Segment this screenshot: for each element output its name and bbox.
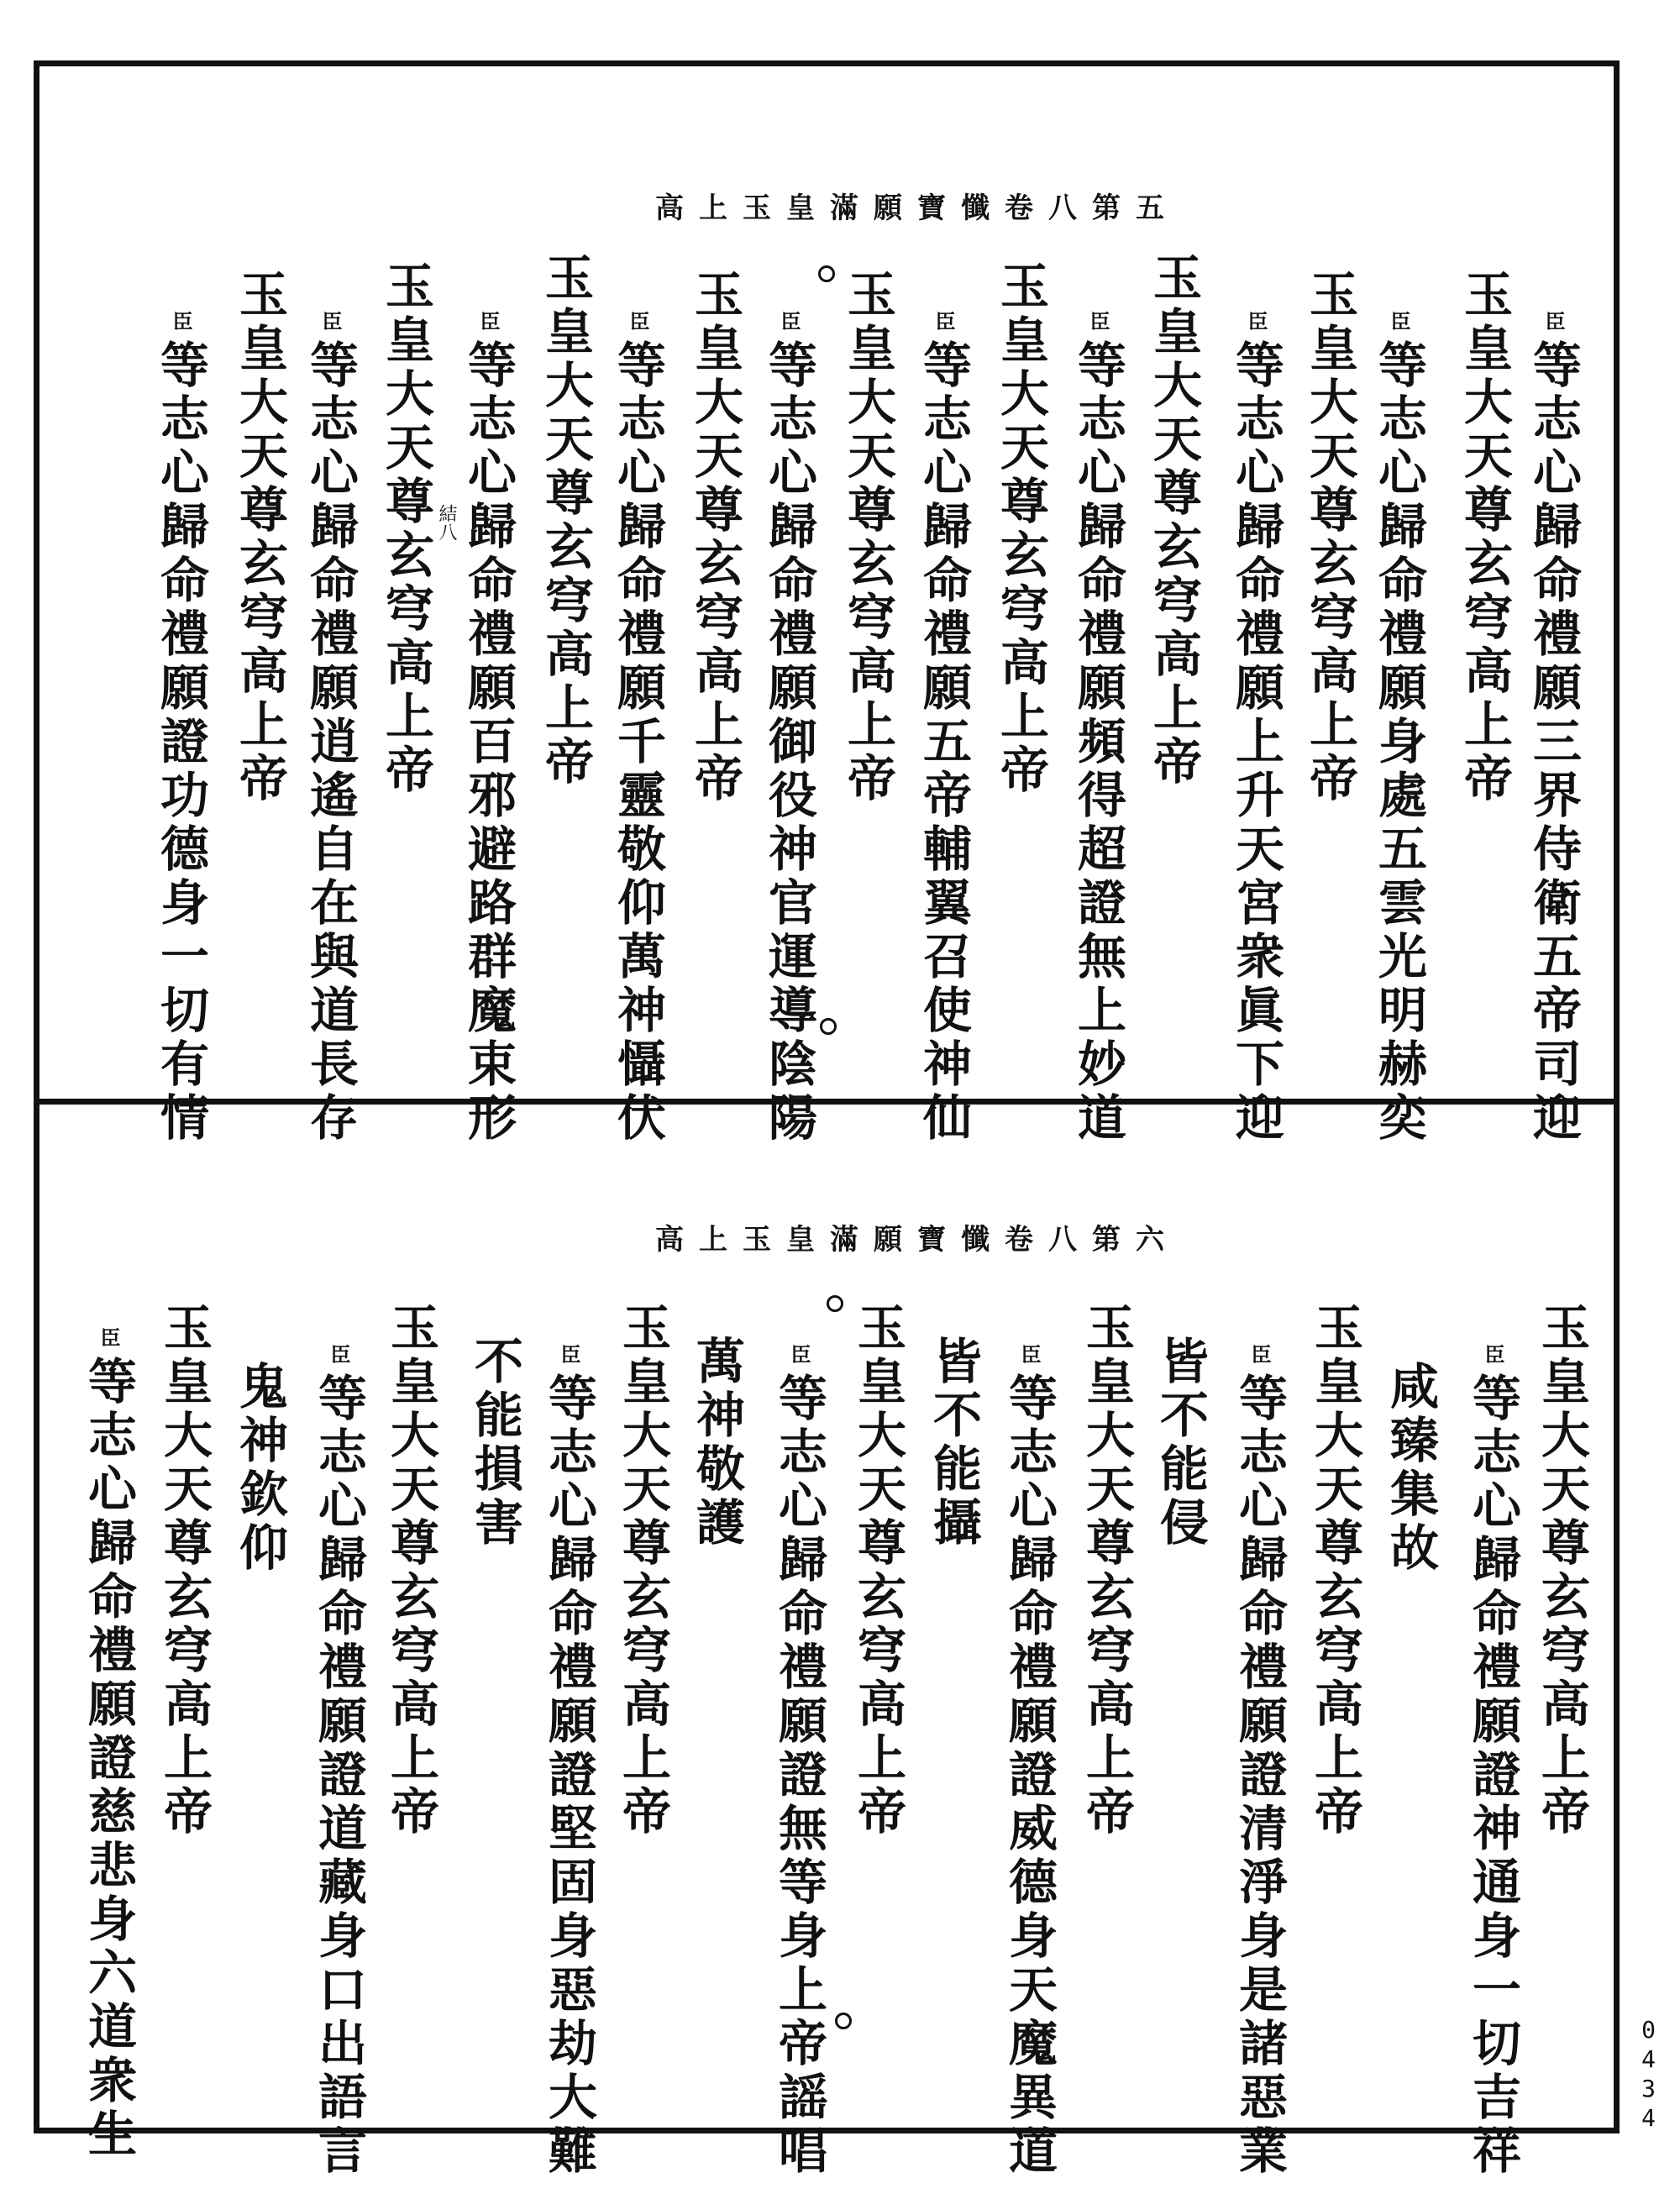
bottom-column-1 [1533, 1294, 1590, 1839]
bottom-column-2 [1464, 1344, 1521, 2179]
top-page-header: 高上玉皇滿願寶懺卷八第五 [655, 192, 1179, 225]
top-column-15 [459, 311, 517, 1146]
column-text: 玉皇大天尊玄穹高上帝 [1306, 1302, 1363, 1839]
chen-mark: 臣 [97, 1327, 121, 1347]
chen-mark: 臣 [327, 1344, 351, 1364]
bottom-column-13 [614, 1294, 671, 1839]
bottom-column-20 [80, 1327, 137, 2162]
top-column-19 [152, 311, 209, 1146]
bottom-column-11 [770, 1344, 827, 2179]
circle-marker [827, 1295, 843, 1312]
column-text: 玉皇大天尊玄穹高上帝 [382, 1302, 439, 1839]
bottom-column-3 [1382, 1352, 1439, 1576]
column-text: 咸臻集故 [1382, 1361, 1439, 1576]
top-column-1 [1525, 311, 1582, 1146]
chen-mark: 臣 [626, 311, 650, 331]
column-text: 萬神敬護 [688, 1336, 745, 1551]
chen-mark: 臣 [787, 1344, 811, 1364]
bottom-column-4 [1306, 1294, 1363, 1839]
top-column-18 [231, 260, 288, 806]
column-text: 等志心歸命禮願御役神官運導陰陽 [760, 339, 817, 1146]
column-text: 玉皇大天尊玄穹高上帝 [839, 269, 896, 806]
top-column-16 [377, 252, 434, 798]
column-text: 等志心歸命禮願證慈悲身六道衆生 [80, 1356, 137, 2162]
bottom-column-6 [1152, 1327, 1209, 1551]
column-text: 玉皇大天尊玄穹高上帝 [155, 1302, 213, 1839]
circle-marker [818, 265, 835, 282]
top-column-10 [839, 260, 896, 806]
top-column-14 [537, 244, 594, 790]
column-text: 等志心歸命禮願百邪避路群魔束形 [459, 339, 517, 1146]
top-column-13 [609, 311, 666, 1146]
column-text: 等志心歸命禮願逍遙自在與道長存 [302, 339, 359, 1146]
chen-mark: 臣 [557, 1344, 581, 1364]
chen-mark: 臣 [1244, 311, 1268, 331]
column-text: 玉皇大天尊玄穹高上帝 [231, 269, 288, 806]
chen-mark: 臣 [1247, 1344, 1272, 1364]
top-column-12 [686, 260, 743, 806]
chen-mark: 臣 [318, 311, 343, 331]
column-text: 玉皇大天尊玄穹高上帝 [849, 1302, 906, 1839]
page-number: 0434 [1635, 2016, 1662, 2133]
chen-mark: 臣 [1387, 311, 1411, 331]
column-text: 皆不能侵 [1152, 1336, 1209, 1551]
chen-mark: 臣 [932, 311, 956, 331]
column-text: 等志心歸命禮願頻得超證無上妙道 [1069, 339, 1126, 1146]
bottom-column-17 [310, 1344, 367, 2179]
column-text: 玉皇大天尊玄穹高上帝 [377, 260, 434, 798]
column-text: 等志心歸命禮願證威德身天魔異道 [1000, 1372, 1058, 2179]
top-column-11 [760, 311, 817, 1146]
column-text: 等志心歸命禮願證清淨身是諸惡業 [1231, 1372, 1288, 2179]
bottom-column-7 [1078, 1294, 1135, 1839]
bottom-column-10 [849, 1294, 906, 1839]
column-text: 玉皇大天尊玄穹高上帝 [1078, 1302, 1135, 1839]
bottom-page-header: 高上玉皇滿願寶懺卷八第六 [655, 1223, 1179, 1257]
column-text: 等志心歸命禮願千靈敬仰萬神懾伏 [609, 339, 666, 1146]
bottom-column-15 [466, 1327, 523, 1551]
chen-mark: 臣 [1086, 311, 1110, 331]
top-column-4 [1301, 260, 1358, 806]
column-text: 等志心歸命禮願證無等身上帝謡唱 [770, 1372, 827, 2179]
top-column-5 [1227, 311, 1284, 1146]
top-column-7 [1069, 311, 1126, 1146]
bottom-column-16 [382, 1294, 439, 1839]
chen-mark: 臣 [169, 311, 193, 331]
bottom-column-19 [155, 1294, 213, 1839]
column-text: 等志心歸命禮願三界侍衛五帝司迎 [1525, 339, 1582, 1146]
top-column-3 [1370, 311, 1427, 1146]
circle-marker [820, 1018, 837, 1035]
column-text: 等志心歸命禮願證道藏身口出語言 [310, 1372, 367, 2179]
bottom-column-8 [1000, 1344, 1058, 2179]
chen-mark: 臣 [1541, 311, 1566, 331]
column-text: 玉皇大天尊玄穹高上帝 [686, 269, 743, 806]
column-text: 不能損害 [466, 1336, 523, 1551]
column-text: 皆不能攝 [925, 1336, 982, 1551]
column-text: 等志心歸命禮願五帝輔翼召使神仙 [915, 339, 972, 1146]
top-column-2 [1456, 260, 1513, 806]
chen-mark: 臣 [476, 311, 501, 331]
top-margin-note: 結八 [436, 504, 457, 541]
top-column-6 [1145, 244, 1202, 790]
column-text: 玉皇大天尊玄穹高上帝 [537, 252, 594, 790]
circle-marker [835, 2013, 852, 2029]
bottom-column-9 [925, 1327, 982, 1551]
column-text: 玉皇大天尊玄穹高上帝 [1533, 1302, 1590, 1839]
bottom-column-18 [231, 1352, 288, 1576]
top-column-9 [915, 311, 972, 1146]
column-text: 等志心歸命禮願證功德身一切有情 [152, 339, 209, 1146]
column-text: 等志心歸命禮願上升天宮衆眞下迎 [1227, 339, 1284, 1146]
column-text: 鬼神欽仰 [231, 1361, 288, 1576]
column-text: 玉皇大天尊玄穹高上帝 [1145, 252, 1202, 790]
column-text: 玉皇大天尊玄穹高上帝 [992, 260, 1049, 798]
chen-mark: 臣 [1017, 1344, 1042, 1364]
column-text: 玉皇大天尊玄穹高上帝 [614, 1302, 671, 1839]
bottom-column-5 [1231, 1344, 1288, 2179]
column-text: 等志心歸命禮願身處五雲光明赫奕 [1370, 339, 1427, 1146]
chen-mark: 臣 [1481, 1344, 1505, 1364]
column-text: 玉皇大天尊玄穹高上帝 [1301, 269, 1358, 806]
column-text: 等志心歸命禮願證神通身一切吉祥 [1464, 1372, 1521, 2179]
top-column-8 [992, 252, 1049, 798]
column-text: 玉皇大天尊玄穹高上帝 [1456, 269, 1513, 806]
bottom-column-12 [688, 1327, 745, 1551]
top-column-17 [302, 311, 359, 1146]
column-text: 等志心歸命禮願證堅固身惡劫大難 [540, 1372, 597, 2179]
chen-mark: 臣 [777, 311, 801, 331]
bottom-column-14 [540, 1344, 597, 2179]
